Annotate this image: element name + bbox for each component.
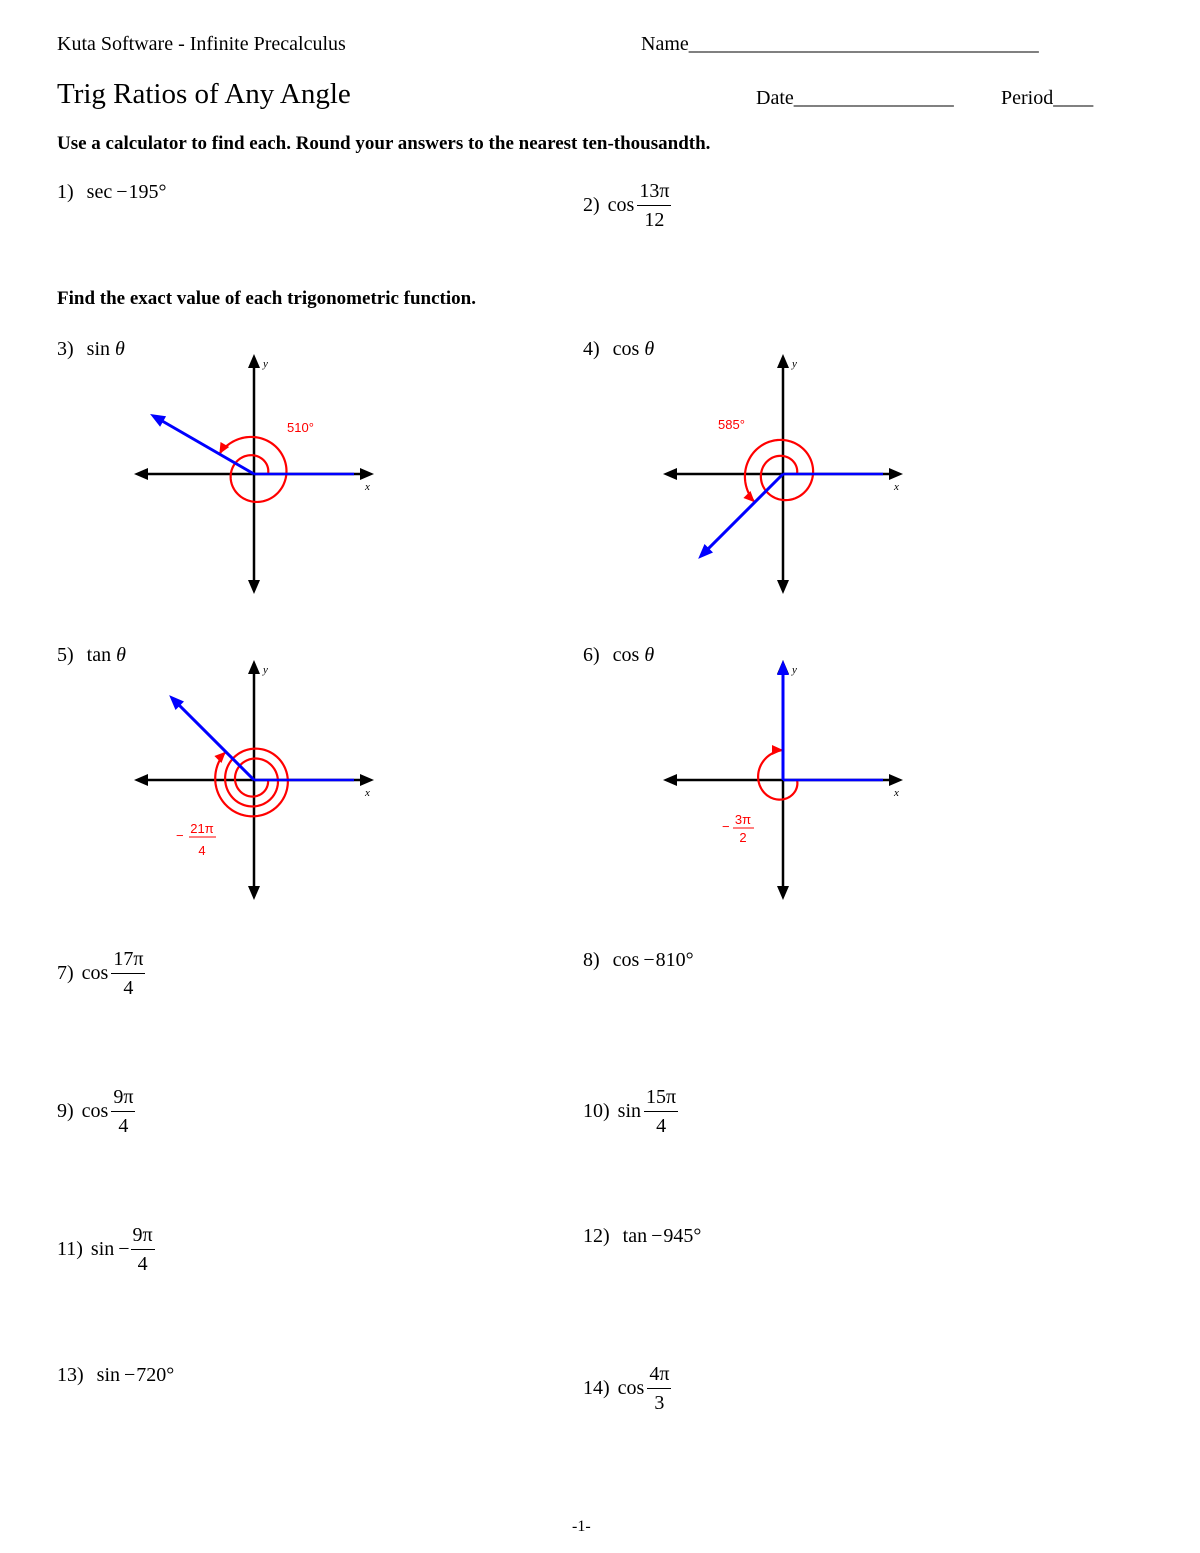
x-axis-right-arrow <box>360 774 374 786</box>
denominator: 12 <box>644 209 665 231</box>
angle-diagram-585 <box>661 352 906 597</box>
problem-13 <box>57 1364 174 1387</box>
problem-9 <box>57 1084 135 1139</box>
y-axis-up-arrow <box>248 354 260 368</box>
worksheet-title: Trig Ratios of Any Angle <box>57 78 351 110</box>
function-name: sin <box>96 1364 121 1386</box>
problem-number: 11) <box>57 1238 83 1260</box>
problem-number: 1) <box>57 181 74 203</box>
minus-sign: − <box>643 949 655 971</box>
angle-value: 810° <box>655 949 694 971</box>
instruction-calculator: Use a calculator to find each. Round your answers to the nearest ten-thousandth. <box>57 133 711 154</box>
problem-10 <box>583 1084 678 1139</box>
problem-14 <box>583 1361 671 1416</box>
problem-number: 8) <box>583 949 600 971</box>
y-axis-label: y <box>792 358 797 370</box>
problem-number: 2) <box>583 194 600 216</box>
problem-number: 13) <box>57 1364 84 1386</box>
problem-11 <box>57 1222 155 1277</box>
rotation-arrowhead <box>743 491 754 502</box>
terminal-arrowhead <box>777 660 789 675</box>
x-axis-left-arrow <box>663 468 677 480</box>
x-axis-right-arrow <box>360 468 374 480</box>
function-name: sin <box>86 338 111 360</box>
rotation-arc <box>215 749 288 817</box>
problem-5 <box>57 644 126 667</box>
function-name: sin <box>617 1100 642 1122</box>
function-name: tan <box>622 1225 648 1247</box>
period-field[interactable]: Period____ <box>1001 87 1094 109</box>
theta-symbol: θ <box>116 644 126 666</box>
y-axis-up-arrow <box>777 354 789 368</box>
x-axis-label: x <box>894 481 899 493</box>
fraction <box>637 178 671 233</box>
function-name: cos <box>612 949 640 971</box>
fraction <box>111 1084 135 1139</box>
x-axis-right-arrow <box>889 774 903 786</box>
y-axis-up-arrow <box>248 660 260 674</box>
numerator: 9π <box>131 1222 155 1250</box>
problem-number: 7) <box>57 962 74 984</box>
name-field[interactable]: Name___________________________________ <box>641 33 1039 55</box>
problem-number: 14) <box>583 1377 610 1399</box>
y-axis-down-arrow <box>777 580 789 594</box>
instruction-exact-value: Find the exact value of each trigonometric function. <box>57 288 476 309</box>
angle-value: 720° <box>136 1364 175 1386</box>
problem-number: 12) <box>583 1225 610 1247</box>
angle-numerator: 3π <box>734 812 752 827</box>
angle-denominator: 2 <box>739 830 747 845</box>
angle-denominator: 4 <box>198 843 206 858</box>
x-axis-left-arrow <box>134 774 148 786</box>
y-axis-down-arrow <box>777 886 789 900</box>
problem-number: 9) <box>57 1100 74 1122</box>
angle-label: 585° <box>718 417 745 432</box>
page-number: -1- <box>572 1518 591 1535</box>
y-axis-label: y <box>263 358 268 370</box>
theta-symbol: θ <box>115 338 125 360</box>
angle-value: 195° <box>128 181 167 203</box>
rotation-arrowhead <box>214 752 225 763</box>
problem-number: 4) <box>583 338 600 360</box>
fraction <box>644 1084 678 1139</box>
denominator: 4 <box>118 1115 129 1137</box>
x-axis-right-arrow <box>889 468 903 480</box>
denominator: 3 <box>654 1392 665 1414</box>
function-name: sec <box>86 181 113 203</box>
function-name: cos <box>617 1377 645 1399</box>
rotation-arc <box>745 440 813 502</box>
rotation-arc <box>758 750 797 800</box>
problem-2 <box>583 178 671 233</box>
function-name: tan <box>86 644 112 666</box>
x-axis-label: x <box>365 481 370 493</box>
problem-3 <box>57 338 125 361</box>
angle-sign: − <box>722 819 730 834</box>
terminal-arrowhead <box>150 414 166 427</box>
publisher-line: Kuta Software - Infinite Precalculus <box>57 33 346 55</box>
angle-diagram-neg-21pi-4 <box>132 658 377 903</box>
fraction <box>111 946 145 1001</box>
function-name: sin <box>90 1238 115 1260</box>
fraction <box>647 1361 671 1416</box>
function-name: cos <box>81 1100 109 1122</box>
denominator: 4 <box>656 1115 667 1137</box>
problem-number: 3) <box>57 338 74 360</box>
problem-7 <box>57 946 145 1001</box>
x-axis-left-arrow <box>134 468 148 480</box>
y-axis-down-arrow <box>248 886 260 900</box>
problem-number: 6) <box>583 644 600 666</box>
function-name: cos <box>612 644 640 666</box>
fraction <box>131 1222 155 1277</box>
denominator: 4 <box>137 1253 148 1275</box>
theta-symbol: θ <box>644 644 655 666</box>
numerator: 9π <box>111 1084 135 1112</box>
problem-6 <box>583 644 654 667</box>
denominator: 4 <box>123 977 134 999</box>
function-name: cos <box>607 194 635 216</box>
minus-sign: − <box>651 1225 663 1247</box>
x-axis-label: x <box>365 787 370 799</box>
problem-1 <box>57 181 167 204</box>
problem-number: 5) <box>57 644 74 666</box>
angle-sign: − <box>176 828 184 843</box>
y-axis-label: y <box>792 664 797 676</box>
x-axis-left-arrow <box>663 774 677 786</box>
minus-sign: − <box>118 1238 130 1260</box>
problem-4 <box>583 338 654 361</box>
numerator: 4π <box>647 1361 671 1389</box>
problem-number: 10) <box>583 1100 610 1122</box>
y-axis-down-arrow <box>248 580 260 594</box>
y-axis-label: y <box>263 664 268 676</box>
theta-symbol: θ <box>644 338 655 360</box>
rotation-arrowhead <box>772 745 783 755</box>
numerator: 15π <box>644 1084 678 1112</box>
problem-12 <box>583 1225 701 1248</box>
x-axis-label: x <box>894 787 899 799</box>
angle-label: 510° <box>287 420 314 435</box>
problem-8 <box>583 949 694 972</box>
function-name: cos <box>612 338 640 360</box>
angle-value: 945° <box>663 1225 702 1247</box>
numerator: 17π <box>111 946 145 974</box>
numerator: 13π <box>637 178 671 206</box>
angle-diagram-510 <box>132 352 377 597</box>
minus-sign: − <box>124 1364 136 1386</box>
angle-diagram-neg-3pi-2 <box>661 658 906 903</box>
terminal-side <box>162 421 254 474</box>
minus-sign: − <box>116 181 128 203</box>
angle-numerator: 21π <box>190 821 214 836</box>
date-field[interactable]: Date________________ <box>756 87 954 109</box>
function-name: cos <box>81 962 109 984</box>
